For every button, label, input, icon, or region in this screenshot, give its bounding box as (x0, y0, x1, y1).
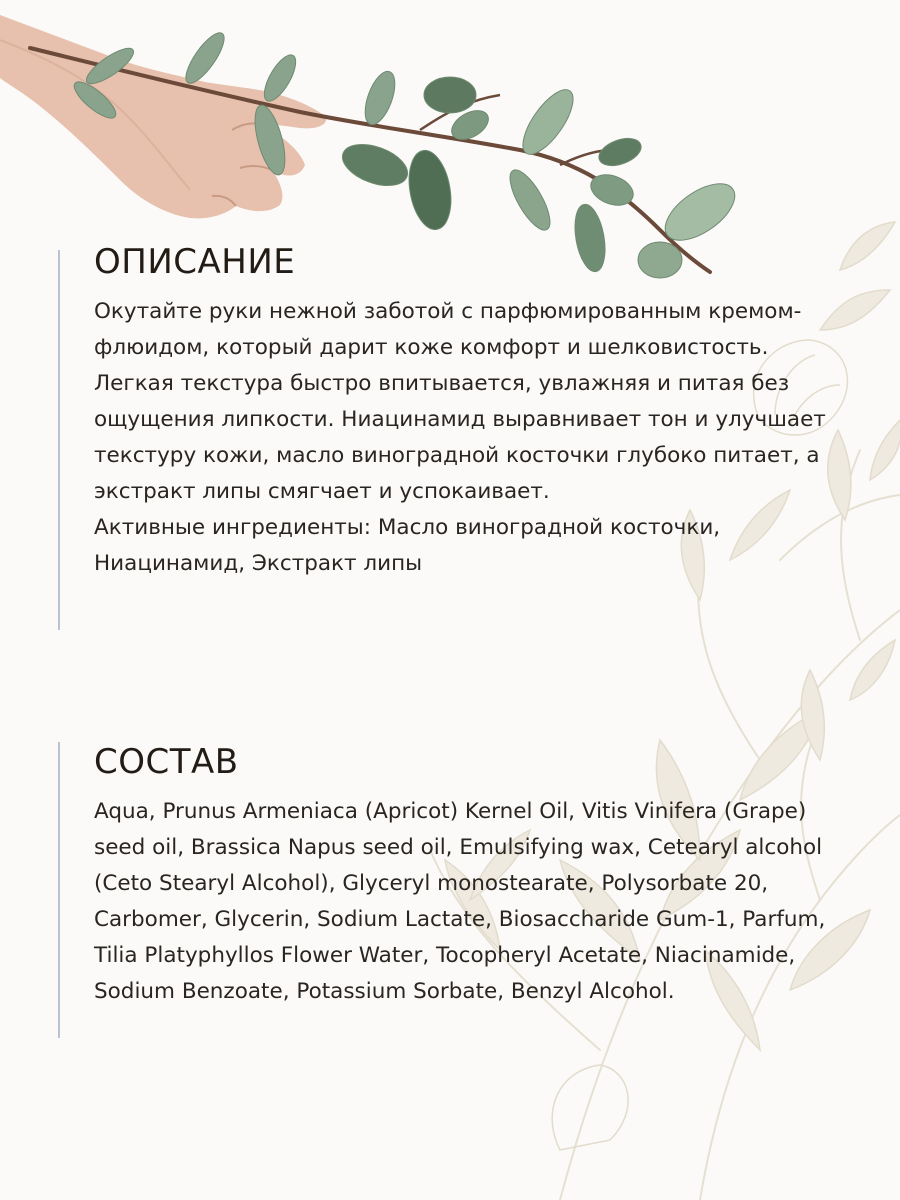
composition-section (58, 738, 838, 1058)
description-body: Окутайте руки нежной заботой с парфюмированным кремом-флюидом, который дарит коже комфорт и шелковистость. Легкая текстура быстро впитывается, увлажняя и питая без ощущения липкости. Ниацинамид выравнивает тон и улучшает текстуру кожи, масло виноградной косточки глубоко питает, а экстракт липы смягчает и успокаивает. (94, 299, 826, 504)
description-text (94, 294, 826, 582)
section-accent-bar (58, 250, 60, 630)
description-section (58, 240, 838, 620)
section-accent-bar (58, 742, 60, 1038)
composition-title: СОСТАВ (94, 742, 239, 782)
active-ingredients: Активные ингредиенты: Масло виноградной косточки, Ниацинамид, Экстракт липы (94, 515, 721, 576)
description-title: ОПИСАНИЕ (94, 242, 296, 282)
composition-body: Aqua, Prunus Armeniaca (Apricot) Kernel Oil, Vitis Vinifera (Grape) seed oil, Brassica Napus seed oil, Emulsifying wax, Cetearyl alcohol (Ceto Stearyl Alcohol), Glyceryl monostearate, Polysorbate 20, Carbomer, Glycerin, Sodium Lactate, Biosaccharide Gum-1, Parfum, Tilia Platyphyllos Flower Water, Tocopheryl Acetate, Niacinamide, Sodium Benzoate, Potassium Sorbate, Benzyl Alcohol. (94, 799, 826, 1004)
composition-text (94, 794, 826, 1010)
